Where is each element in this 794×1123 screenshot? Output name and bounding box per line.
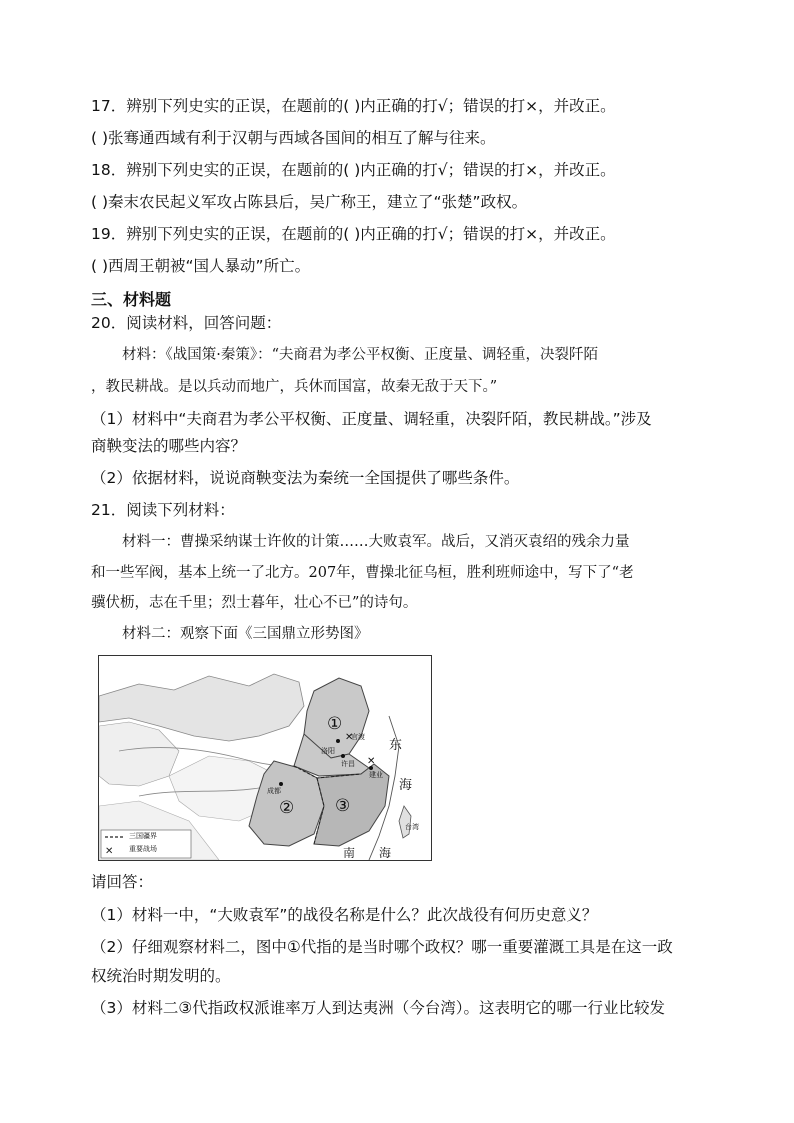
q21-intro: 21．阅读下列材料： (91, 501, 235, 519)
q20-material-line1: 材料：《战国策·秦策》：“夫商君为孝公平权衡、正度量、调轻重，决裂阡陌 (122, 347, 599, 363)
q20-intro: 20．阅读材料，回答问题： (91, 314, 282, 332)
q21-material2: 材料二：观察下面《三国鼎立形势图》 (122, 626, 369, 642)
q21-sub2-line1: （2）仔细观察材料二，图中①代指的是当时哪个政权？哪一重要灌溉工具是在这一政 (91, 938, 673, 956)
svg-text:✕: ✕ (105, 846, 114, 857)
map-region-3-label: ③ (335, 796, 351, 816)
map-island-label: 台湾 (405, 823, 419, 831)
q21-material1-line3: 骥伏枥，志在千里；烈士暮年，壮心不已”的诗句。 (91, 595, 418, 611)
map-city-xuchang: 许昌 (341, 760, 355, 768)
q21-prompt: 请回答： (91, 873, 154, 891)
q19-stem: 19．辨别下列史实的正误，在题前的( )内正确的打√；错误的打×，并改正。 (91, 225, 616, 243)
section-title: 三、材料题 (91, 290, 172, 309)
q21-material1-line2: 和一些军阀，基本上统一了北方。207年，曹操北征乌桓，胜利班师途中，写下了“老 (91, 565, 634, 581)
q21-sub1: （1）材料一中，“大败袁军”的战役名称是什么？此次战役有何历史意义？ (91, 906, 598, 924)
q20-sub1-line1: （1）材料中“夫商君为孝公平权衡、正度量、调轻重，决裂阡陌，教民耕战。”涉及 (91, 410, 652, 428)
q20-sub1-line2: 商鞅变法的哪些内容？ (91, 437, 247, 455)
q17-item: ( )张骞通西域有利于汉朝与西域各国间的相互了解与往来。 (91, 129, 496, 147)
map-legend-battle-label: 重要战场 (129, 845, 157, 853)
map-sea-east-a: 东 (389, 738, 403, 753)
three-kingdoms-map (98, 655, 432, 861)
q21-sub3: （3）材料二③代指政权派谁率万人到达夷洲（今台湾）。这表明它的哪一行业比较发 (91, 999, 666, 1017)
svg-text:✕: ✕ (345, 732, 354, 743)
map-city-chengdu: 成都 (267, 787, 281, 795)
map-city-guandu: 官渡 (351, 733, 365, 741)
map-city-jianye: 建业 (369, 771, 383, 779)
q18-stem: 18．辨别下列史实的正误，在题前的( )内正确的打√；错误的打×，并改正。 (91, 161, 616, 179)
q17-stem: 17．辨别下列史实的正误，在题前的( )内正确的打√；错误的打×，并改正。 (91, 97, 616, 115)
q21-material1-line1: 材料一：曹操采纳谋士许攸的计策……大败袁军。战后，又消灭袁绍的残余力量 (122, 534, 630, 550)
q18-item: ( )秦末农民起义军攻占陈县后，吴广称王，建立了“张楚”政权。 (91, 193, 528, 211)
map-region-2-label: ② (279, 798, 295, 818)
map-sea-east-b: 海 (399, 778, 413, 793)
map-legend-border-label: 三国疆界 (129, 832, 157, 840)
q20-sub2: （2）依据材料，说说商鞅变法为秦统一全国提供了哪些条件。 (91, 469, 520, 487)
svg-text:✕: ✕ (367, 756, 376, 767)
map-region-1-label: ① (327, 714, 343, 734)
q19-item: ( )西周王朝被“国人暴动”所亡。 (91, 257, 311, 275)
q21-sub2-line2: 权统治时期发明的。 (91, 967, 231, 985)
map-city-luoyang: 洛阳 (321, 747, 335, 755)
map-sea-south: 南 海 (343, 846, 392, 860)
q20-material-line2: ，教民耕战。是以兵动而地广，兵休而国富，故秦无敌于天下。” (91, 379, 498, 395)
